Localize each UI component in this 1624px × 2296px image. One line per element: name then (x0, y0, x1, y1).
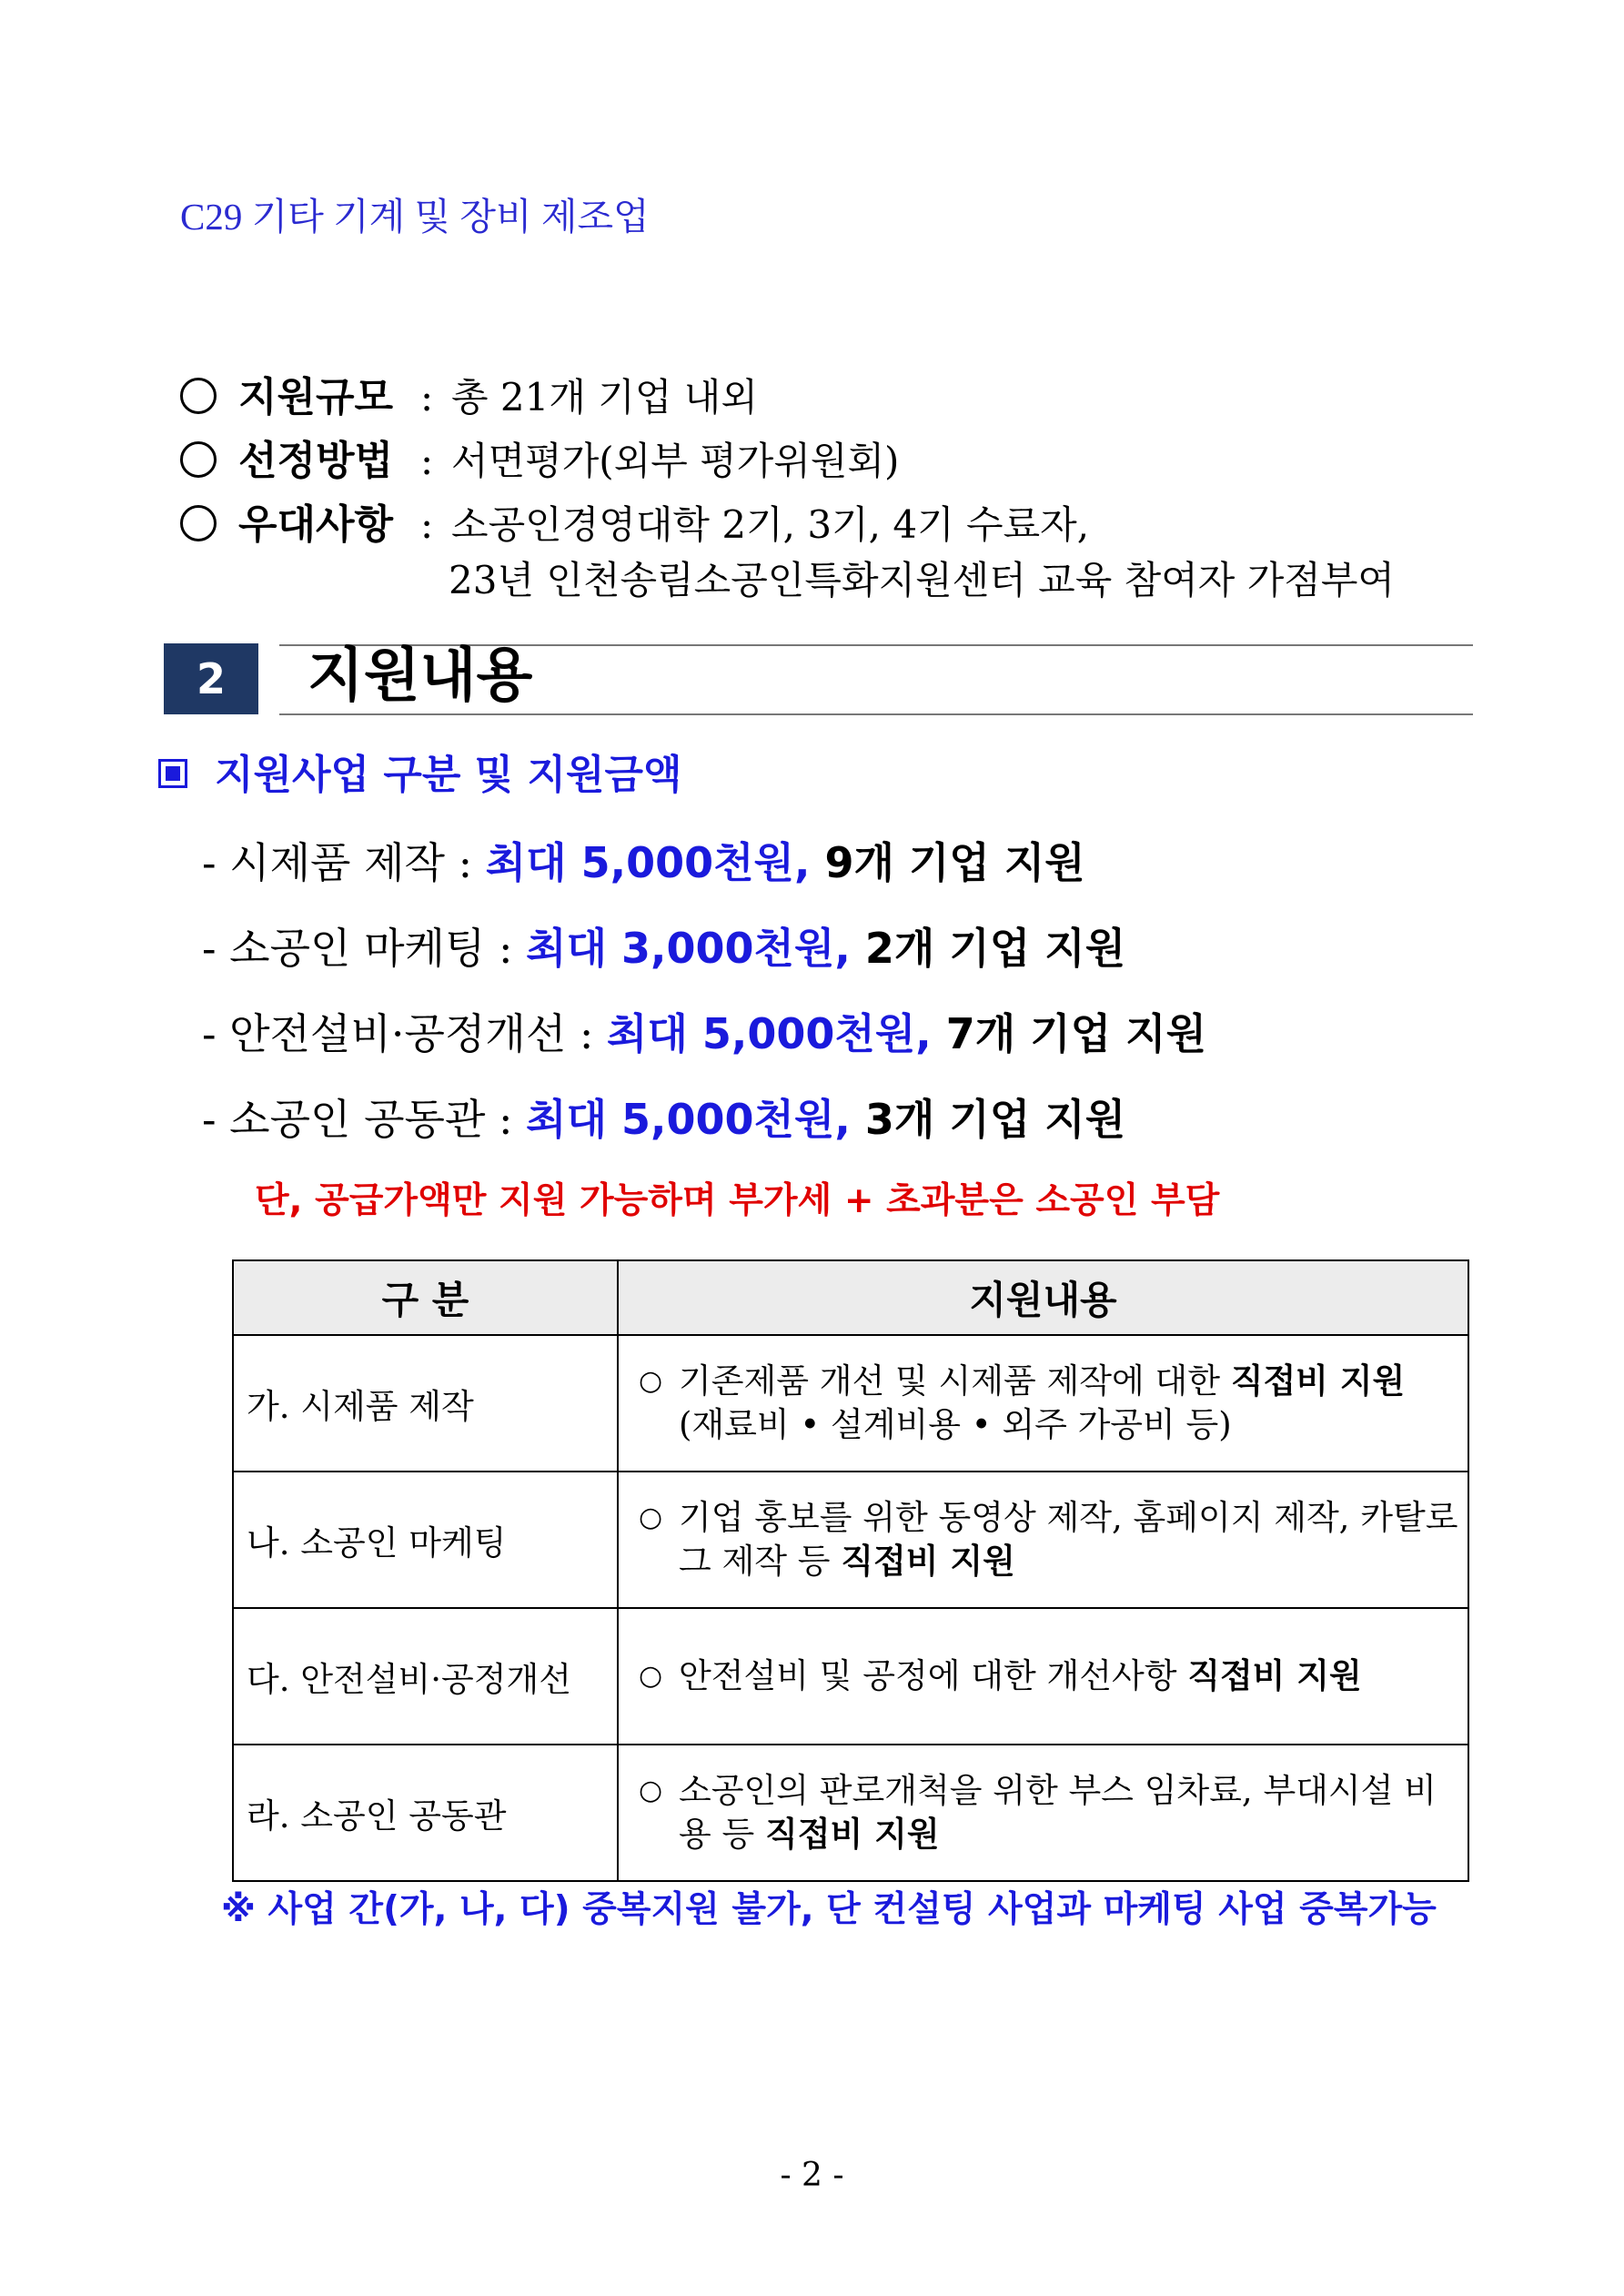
item-amount: 최대 5,000천원, (607, 1009, 932, 1058)
info-row-selection (180, 428, 899, 486)
info-extra-line: 23년 인천송림소공인특화지원센터 교육 참여자 가점부여 (449, 558, 1396, 602)
row-category: 가. 시제품 제작 (233, 1335, 618, 1472)
info-value: 서면평가(외부 평가위원회) (451, 439, 900, 483)
desc-bold: 직접비 지원 (1187, 1656, 1362, 1695)
item-name: - 안전설비·공정개선 : (202, 1009, 608, 1058)
desc-bold: 직접비 지원 (841, 1542, 1015, 1581)
item-name: - 소공인 공동관 : (202, 1095, 527, 1144)
row-category: 다. 안전설비·공정개선 (233, 1608, 618, 1745)
hollow-bullet-icon: ○ (639, 1660, 663, 1692)
circle-bullet-icon (180, 441, 217, 478)
info-value: 총 21개 기업 내외 (451, 375, 758, 420)
program-item (202, 1087, 1125, 1147)
row-description (618, 1745, 1468, 1881)
program-item (202, 1001, 1206, 1061)
table-row (233, 1472, 1468, 1608)
row-description (618, 1335, 1468, 1472)
item-amount: 최대 5,000천원, (485, 838, 811, 887)
info-value: 소공인경영대학 2기, 3기, 4기 수료자, (451, 502, 1090, 547)
desc-text: 기존제품 개선 및 시제품 제작에 대한 (679, 1361, 1231, 1401)
item-amount: 최대 3,000천원, (526, 924, 851, 973)
item-name: - 시제품 제작 : (202, 838, 486, 887)
desc-bold: 직접비 지원 (765, 1815, 940, 1854)
industry-line: C29 기타 기계 및 장비 제조업 (180, 196, 650, 238)
info-label: 선정방법 (238, 438, 394, 484)
desc-text: 기업 홍보를 위한 동영상 제작, 홈페이지 제작, 카탈로그 제작 등 (679, 1498, 1458, 1581)
square-bullet-icon (158, 759, 187, 788)
table-header-content: 지원내용 (618, 1260, 1468, 1335)
item-count: 9개 기업 지원 (810, 838, 1085, 887)
info-row-preference (180, 491, 1089, 550)
info-colon: : (420, 439, 434, 483)
desc-text: 소공인의 판로개척을 위한 부스 임차료, 부대시설 비용 등 (679, 1771, 1437, 1854)
section-title: 지원내용 (308, 642, 533, 710)
circle-bullet-icon (180, 378, 217, 414)
page-number: - 2 - (780, 2157, 844, 2194)
row-category: 나. 소공인 마케팅 (233, 1472, 618, 1608)
info-colon: : (420, 375, 434, 420)
hollow-bullet-icon: ○ (639, 1502, 663, 1533)
hollow-bullet-icon: ○ (639, 1365, 663, 1397)
table-header-category: 구 분 (233, 1260, 618, 1335)
item-count: 2개 기업 지원 (850, 924, 1126, 973)
info-colon: : (420, 502, 434, 547)
row-description (618, 1608, 1468, 1745)
item-name: - 소공인 마케팅 : (202, 924, 527, 973)
table-row (233, 1745, 1468, 1881)
program-item (202, 915, 1125, 976)
duplicate-support-footnote: ※ 사업 간(가, 나, 다) 중복지원 불가, 단 컨설팅 사업과 마케팅 사업 중복가능 (221, 1889, 1437, 1930)
desc-text: 안전설비 및 공정에 대한 개선사항 (679, 1656, 1188, 1695)
item-count: 3개 기업 지원 (850, 1095, 1126, 1144)
info-label: 우대사항 (238, 501, 394, 548)
row-category: 라. 소공인 공동관 (233, 1745, 618, 1881)
program-item (202, 830, 1085, 890)
desc-text-tail: (재료비 • 설계비용 • 외주 가공비 등) (679, 1405, 1232, 1444)
support-table (232, 1259, 1469, 1882)
section-number-badge: 2 (164, 643, 258, 714)
circle-bullet-icon (180, 505, 217, 541)
table-row (233, 1335, 1468, 1472)
info-label: 지원규모 (238, 374, 394, 420)
vat-note: 단, 공급가액만 지원 가능하며 부가세 + 초과분은 소공인 부담 (255, 1180, 1220, 1221)
item-count: 7개 기업 지원 (931, 1009, 1207, 1058)
hollow-bullet-icon: ○ (639, 1775, 663, 1806)
table-header-row (233, 1260, 1468, 1335)
row-description (618, 1472, 1468, 1608)
subsection-title: 지원사업 구분 및 지원금액 (215, 752, 682, 798)
item-amount: 최대 5,000천원, (526, 1095, 851, 1144)
desc-bold: 직접비 지원 (1230, 1361, 1406, 1401)
info-row-scale (180, 364, 758, 422)
table-row (233, 1608, 1468, 1745)
